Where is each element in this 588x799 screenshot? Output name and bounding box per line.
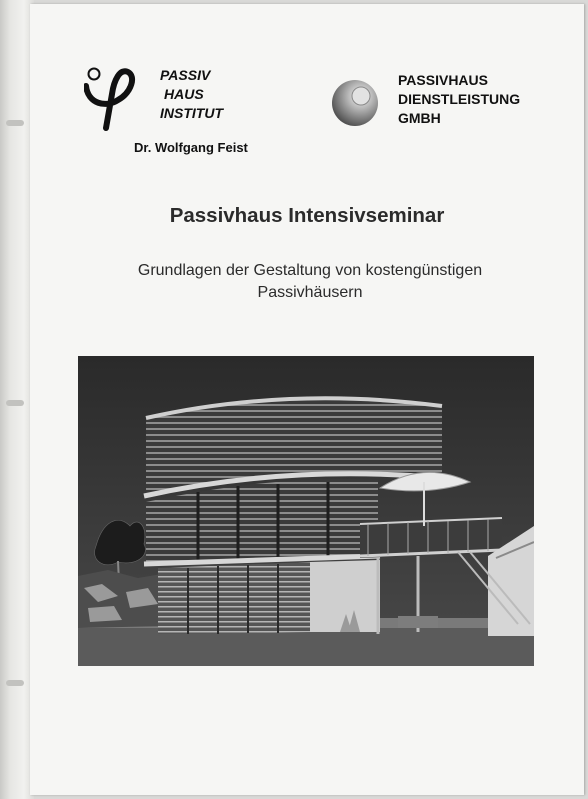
binding-ring	[6, 680, 24, 686]
subtitle-line-2: Passivhäusern	[257, 284, 363, 301]
company-line-3: GMBH	[398, 110, 441, 126]
document-subtitle	[70, 260, 550, 304]
company-line-1: PASSIVHAUS	[398, 72, 488, 88]
institute-line-3: INSTITUT	[160, 105, 223, 121]
document-title: Passivhaus Intensivseminar	[169, 204, 445, 227]
institute-line-1: PASSIV	[160, 67, 211, 83]
company-name	[398, 71, 520, 128]
institute-line-2: HAUS	[164, 86, 204, 102]
company-line-2: DIENSTLEISTUNG	[398, 91, 521, 107]
institute-name	[160, 66, 223, 123]
subtitle-line-1: Grundlagen der Gestaltung von kostengünstigen	[137, 262, 483, 279]
sphere-icon	[330, 78, 380, 128]
binding-ring	[6, 120, 24, 126]
cover-page	[30, 4, 584, 795]
round-passive-house-photo	[78, 356, 534, 666]
author-name: Dr. Wolfgang Feist	[134, 140, 248, 155]
phi-symbol-icon	[84, 64, 144, 134]
binding-ring	[6, 400, 24, 406]
binding-spine	[0, 0, 34, 799]
